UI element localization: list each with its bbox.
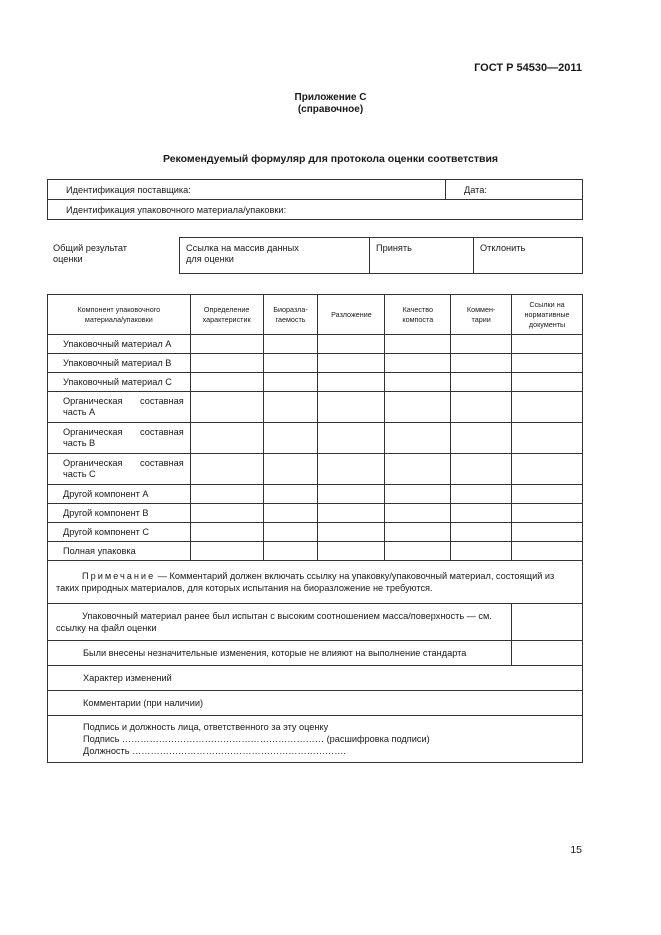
- result-table: [47, 237, 583, 274]
- supplier-id-cell: Идентификация поставщика:: [48, 180, 446, 200]
- header-comments: Коммен- тарии: [451, 295, 512, 335]
- table-header-row: [48, 295, 583, 335]
- row-label: Упаковочный материал С: [48, 373, 191, 392]
- nature-changes-cell: Характер изменений: [48, 666, 583, 691]
- comments-cell: Комментарии (при наличии): [48, 691, 583, 716]
- signature-cell: [48, 716, 583, 763]
- row-label: Другой компонент В: [48, 504, 191, 523]
- header-disintegration: Разложение: [318, 295, 385, 335]
- note-cell: [48, 561, 583, 604]
- appendix-heading: [0, 92, 661, 116]
- table-row: [48, 335, 583, 354]
- row-label: Упаковочный материал В: [48, 354, 191, 373]
- table-row: [48, 354, 583, 373]
- header-compost-quality: Качество компоста: [385, 295, 451, 335]
- overall-result-line1: Общий результат: [53, 242, 127, 253]
- supplier-table: [47, 179, 583, 220]
- row-label: Органическая составная часть С: [48, 454, 191, 485]
- note-row: [48, 561, 583, 604]
- mass-ratio-cell: Упаковочный материал ранее был испытан с высоким соотношением масса/поверхность — см. ссылку на файл оценки: [48, 604, 512, 641]
- table-row: [48, 504, 583, 523]
- date-cell: Дата:: [446, 180, 583, 200]
- table-row: [48, 523, 583, 542]
- row-label: Органическая составная часть В: [48, 423, 191, 454]
- appendix-subtitle: (справочное): [297, 104, 364, 115]
- material-id-cell: Идентификация упаковочного материала/упаковки:: [48, 200, 583, 220]
- position-line: Должность …………………………………………………………….: [83, 746, 346, 756]
- table-row: [48, 392, 583, 423]
- data-reference-line2: для оценки: [186, 254, 234, 264]
- accept-cell: Принять: [370, 238, 474, 274]
- assessment-table: [47, 294, 583, 763]
- signature-row: [48, 716, 583, 763]
- form-title: Рекомендуемый формуляр для протокола оценки соответствия: [162, 153, 499, 165]
- minor-changes-row: [48, 641, 583, 666]
- document-code: ГОСТ Р 54530—2011: [474, 62, 582, 74]
- row-label: Полная упаковка: [48, 542, 191, 561]
- table-row: [48, 373, 583, 392]
- data-reference-cell: [180, 238, 370, 274]
- appendix-title: Приложение С: [294, 92, 367, 103]
- row-label: Упаковочный материал А: [48, 335, 191, 354]
- row-label: Другой компонент С: [48, 523, 191, 542]
- header-properties: Определение характеристик: [190, 295, 263, 335]
- signature-title: Подпись и должность лица, ответственного за эту оценку: [83, 722, 329, 732]
- header-component: Компонент упаковочного материала/упаковки: [48, 295, 191, 335]
- note-label: Примечание: [82, 571, 156, 581]
- table-row: [48, 485, 583, 504]
- signature-line: Подпись ………………………………………………………… (расшифровка подписи): [83, 734, 430, 744]
- minor-changes-value-cell: [512, 641, 583, 666]
- mass-ratio-value-cell: [512, 604, 583, 641]
- header-biodegradability: Биоразла- гаемость: [263, 295, 318, 335]
- reject-cell: Отклонить: [474, 238, 583, 274]
- mass-ratio-row: [48, 604, 583, 641]
- data-reference-line1: Ссылка на массив данных: [186, 243, 299, 253]
- comments-row: [48, 691, 583, 716]
- note-text: — Комментарий должен включать ссылку на упаковку/упаковочный материал, состоящий из таких природных материалов, для которых испытания на биоразложение не требуются.: [56, 571, 555, 593]
- table-row: [48, 423, 583, 454]
- nature-changes-row: [48, 666, 583, 691]
- row-label: Органическая составная часть А: [48, 392, 191, 423]
- minor-changes-cell: Были внесены незначительные изменения, которые не влияют на выполнение стандарта: [48, 641, 512, 666]
- page-number: 15: [570, 844, 582, 856]
- table-row: [48, 454, 583, 485]
- overall-result-cell: [47, 238, 180, 274]
- table-row: [48, 542, 583, 561]
- row-label: Другой компонент А: [48, 485, 191, 504]
- header-references: Ссылки на нормативные документы: [512, 295, 583, 335]
- overall-result-line2: оценки: [53, 253, 83, 264]
